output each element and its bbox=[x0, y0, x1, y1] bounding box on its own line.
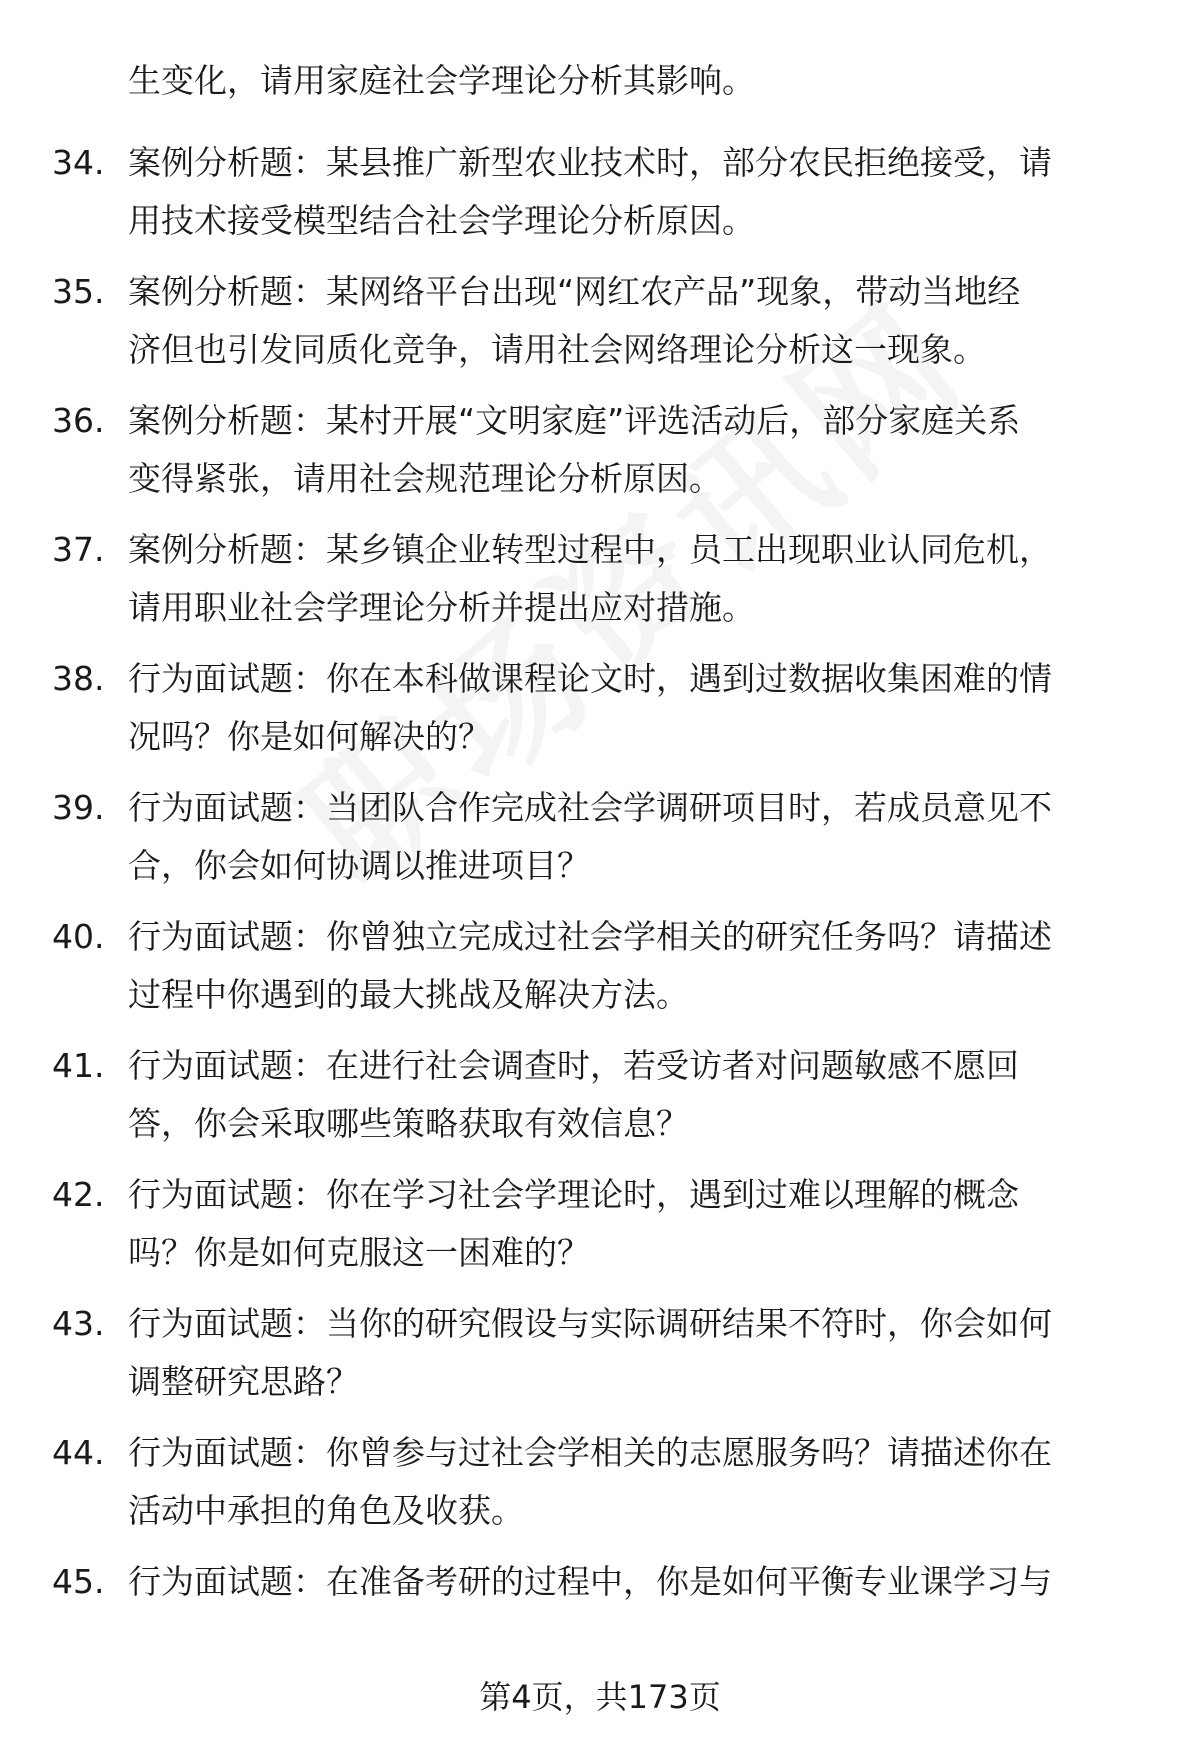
question-item bbox=[52, 908, 1152, 1037]
question-item bbox=[52, 263, 1152, 392]
question-number: 38. bbox=[52, 659, 105, 698]
question-line: 况吗？你是如何解决的？ bbox=[128, 717, 491, 756]
question-line: 吗？你是如何克服这一困难的？ bbox=[128, 1233, 590, 1272]
question-text bbox=[128, 1166, 1152, 1282]
question-text bbox=[128, 521, 1152, 637]
question-line: 案例分析题：某网络平台出现“网红农产品”现象，带动当地经 bbox=[128, 272, 1021, 311]
question-number: 37. bbox=[52, 530, 105, 569]
question-item bbox=[52, 1424, 1152, 1553]
question-item bbox=[52, 134, 1152, 263]
continuation-line: 生变化，请用家庭社会学理论分析其影响。 bbox=[128, 61, 755, 100]
question-number: 41. bbox=[52, 1046, 105, 1085]
question-text bbox=[128, 1424, 1152, 1540]
question-line: 行为面试题：你曾独立完成过社会学相关的研究任务吗？请描述 bbox=[128, 917, 1052, 956]
question-text bbox=[128, 1295, 1152, 1411]
question-line: 行为面试题：你在本科做课程论文时，遇到过数据收集困难的情 bbox=[128, 659, 1052, 698]
question-number: 40. bbox=[52, 917, 105, 956]
question-line: 行为面试题：在进行社会调查时，若受访者对问题敏感不愿回 bbox=[128, 1046, 1019, 1085]
question-number: 43. bbox=[52, 1304, 105, 1343]
question-item bbox=[52, 392, 1152, 521]
question-item bbox=[52, 1295, 1152, 1424]
question-number: 34. bbox=[52, 143, 105, 182]
question-line: 行为面试题：当团队合作完成社会学调研项目时，若成员意见不 bbox=[128, 788, 1052, 827]
question-line: 案例分析题：某村开展“文明家庭”评选活动后，部分家庭关系 bbox=[128, 401, 1021, 440]
question-line: 案例分析题：某乡镇企业转型过程中，员工出现职业认同危机， bbox=[128, 530, 1052, 569]
page-footer: 第4页，共173页 bbox=[479, 1678, 721, 1716]
question-line: 案例分析题：某县推广新型农业技术时，部分农民拒绝接受，请 bbox=[128, 143, 1052, 182]
question-item bbox=[52, 521, 1152, 650]
question-item bbox=[52, 1553, 1152, 1682]
question-number: 45. bbox=[52, 1562, 105, 1601]
question-line: 请用职业社会学理论分析并提出应对措施。 bbox=[128, 588, 755, 627]
question-line: 行为面试题：当你的研究假设与实际调研结果不符时，你会如何 bbox=[128, 1304, 1052, 1343]
question-line: 变得紧张，请用社会规范理论分析原因。 bbox=[128, 459, 722, 498]
question-item bbox=[52, 1166, 1152, 1295]
question-line: 合，你会如何协调以推进项目？ bbox=[128, 846, 590, 885]
question-number: 36. bbox=[52, 401, 105, 440]
question-text bbox=[128, 908, 1152, 1024]
question-line: 济但也引发同质化竞争，请用社会网络理论分析这一现象。 bbox=[128, 330, 986, 369]
question-text bbox=[128, 650, 1152, 766]
question-text bbox=[128, 263, 1152, 379]
question-list bbox=[52, 134, 1152, 1682]
question-text bbox=[128, 1037, 1152, 1153]
question-number: 35. bbox=[52, 272, 105, 311]
question-line: 行为面试题：在准备考研的过程中，你是如何平衡专业课学习与 bbox=[128, 1562, 1052, 1601]
question-line: 行为面试题：你曾参与过社会学相关的志愿服务吗？请描述你在 bbox=[128, 1433, 1052, 1472]
question-text bbox=[128, 392, 1152, 508]
question-item bbox=[52, 1037, 1152, 1166]
question-text bbox=[128, 779, 1152, 895]
question-number: 44. bbox=[52, 1433, 105, 1472]
question-line: 活动中承担的角色及收获。 bbox=[128, 1491, 524, 1530]
question-text bbox=[128, 1553, 1152, 1611]
question-number: 39. bbox=[52, 788, 105, 827]
question-item bbox=[52, 650, 1152, 779]
question-line: 调整研究思路？ bbox=[128, 1362, 359, 1401]
question-text bbox=[128, 134, 1152, 250]
question-line: 答，你会采取哪些策略获取有效信息？ bbox=[128, 1104, 689, 1143]
question-number: 42. bbox=[52, 1175, 105, 1214]
question-item bbox=[52, 779, 1152, 908]
question-line: 用技术接受模型结合社会学理论分析原因。 bbox=[128, 201, 755, 240]
question-line: 行为面试题：你在学习社会学理论时，遇到过难以理解的概念 bbox=[128, 1175, 1019, 1214]
question-line: 过程中你遇到的最大挑战及解决方法。 bbox=[128, 975, 689, 1014]
